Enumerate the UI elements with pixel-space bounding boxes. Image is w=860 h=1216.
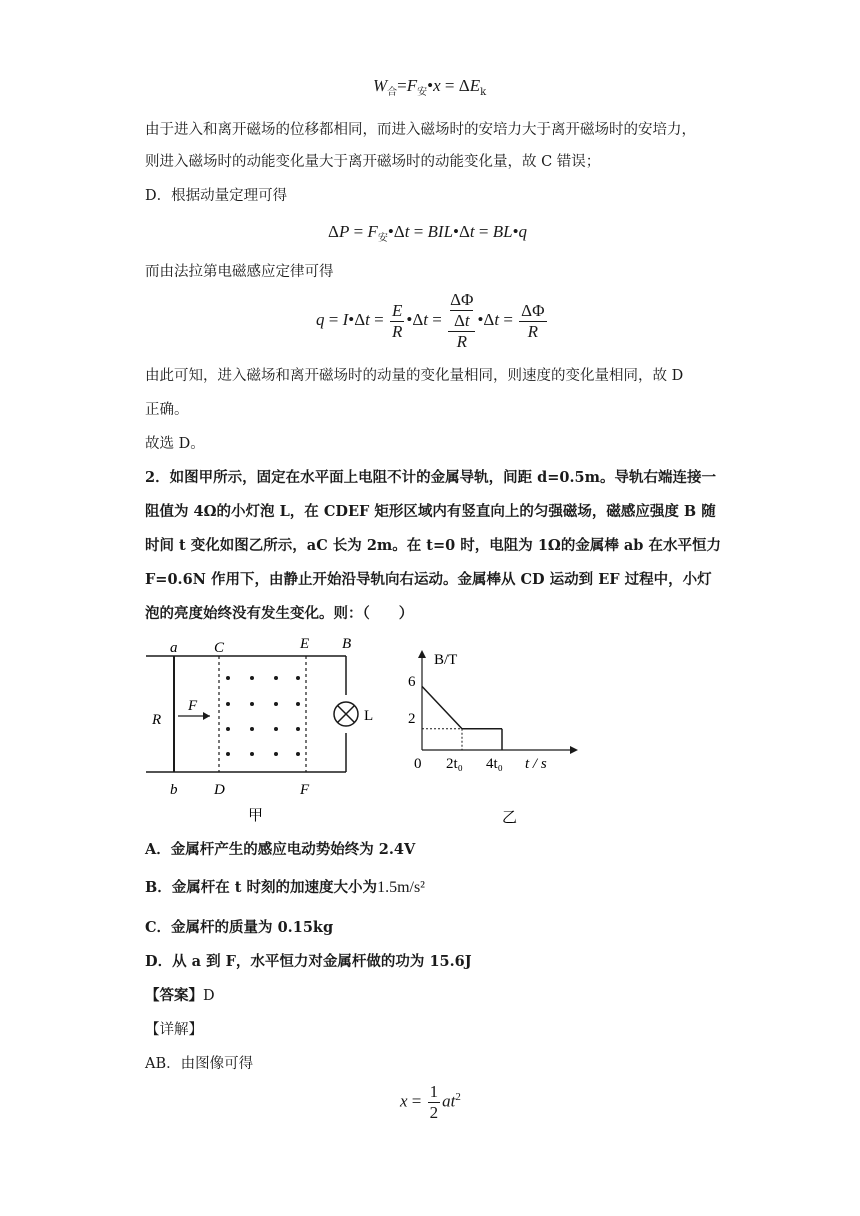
y-tick-6: 6 <box>408 674 416 690</box>
x-tick-4t0: 4t₀ <box>486 756 503 772</box>
y-axis-arrow-icon <box>418 650 426 658</box>
figure-yi-graph <box>400 642 600 832</box>
question-line: 阻值为 4Ω的小灯泡 L，在 CDEF 矩形区域内有竖直向上的匀强磁场，磁感应强度 B 随 <box>145 503 716 520</box>
equation-momentum: $\Delta P = F_安•\Delta t$ = BIL•Δt = BL•q <box>328 222 528 244</box>
option-d: D．从 a 到 F，水平恒力对金属杆做的功为 15.6J <box>145 953 472 970</box>
label-R: R <box>152 712 162 728</box>
caption-yi: 乙 <box>502 810 518 826</box>
equation-charge: q = I•Δt = $\frac{E}{R}$ •Δt = ΔΦ Δt R •Δt = $\frac{\Delta\Phi}{R}$ <box>316 290 545 351</box>
option-b: B．金属杆在 t 时刻的加速度大小为1.5m/s² <box>145 879 425 896</box>
text-line: 而由法拉第电磁感应定律可得 <box>145 264 334 280</box>
label-L: L <box>364 708 374 724</box>
label-a: a <box>170 640 178 656</box>
question-line: 2．如图甲所示，固定在水平面上电阻不计的金属导轨，间距 d=0.5m。导轨右端连接一 <box>145 469 716 486</box>
label-E: E <box>300 636 310 652</box>
x-tick-2t0: 2t₀ <box>446 756 463 772</box>
text-line: AB．由图像可得 <box>145 1056 254 1072</box>
label-F-force: F <box>188 698 198 714</box>
x-tick-0: 0 <box>414 756 422 772</box>
label-F: F <box>300 782 310 798</box>
x-axis-label: t / s <box>525 756 547 772</box>
equation-displacement: x = $\frac{1}{2}$ $at^2$ <box>400 1082 461 1122</box>
text-line: 由此可知，进入磁场和离开磁场时的动量的变化量相同，则速度的变化量相同，故 D <box>145 368 684 384</box>
detail-heading: 【详解】 <box>145 1022 203 1038</box>
question-line: F=0.6N 作用下，由静止开始沿导轨向右运动。金属棒从 CD 运动到 EF 过程中，小灯 <box>145 571 712 588</box>
text-line: 则进入磁场时的动能变化量大于离开磁场时的动能变化量，故 C 错误； <box>145 154 601 170</box>
label-b: b <box>170 782 178 798</box>
text-line: 由于进入和离开磁场的位移都相同，而进入磁场时的安培力大于离开磁场时的安培力， <box>145 122 696 138</box>
caption-jia: 甲 <box>248 808 264 824</box>
text-line: D．根据动量定理可得 <box>145 188 288 204</box>
label-C: C <box>214 640 225 656</box>
text-line: 故选 D。 <box>145 436 205 452</box>
arrow-icon <box>203 712 210 720</box>
question-line: 时间 t 变化如图乙所示，aC 长为 2m。在 t=0 时，电阻为 1Ω的金属棒 ab 在水平恒力 <box>145 537 721 554</box>
magnetic-field-dots <box>226 676 300 756</box>
question-line: 泡的亮度始终没有发生变化。则：（ ） <box>145 605 414 622</box>
x-axis-arrow-icon <box>570 746 578 754</box>
chart-plot <box>422 686 502 750</box>
y-tick-2: 2 <box>408 711 416 727</box>
series-line <box>422 686 502 728</box>
equation-work-energy: $W_合=F_安•x = \Delta E_k$ <box>373 76 487 98</box>
y-axis-label: B/T <box>434 652 458 668</box>
text-line: 正确。 <box>145 402 189 418</box>
option-c: C．金属杆的质量为 0.15kg <box>145 919 334 936</box>
answer: 【答案】D <box>145 987 215 1004</box>
figure-jia-circuit <box>140 632 400 832</box>
label-B: B <box>342 636 352 652</box>
option-a: A．金属杆产生的感应电动势始终为 2.4V <box>145 841 416 858</box>
label-D: D <box>214 782 225 798</box>
